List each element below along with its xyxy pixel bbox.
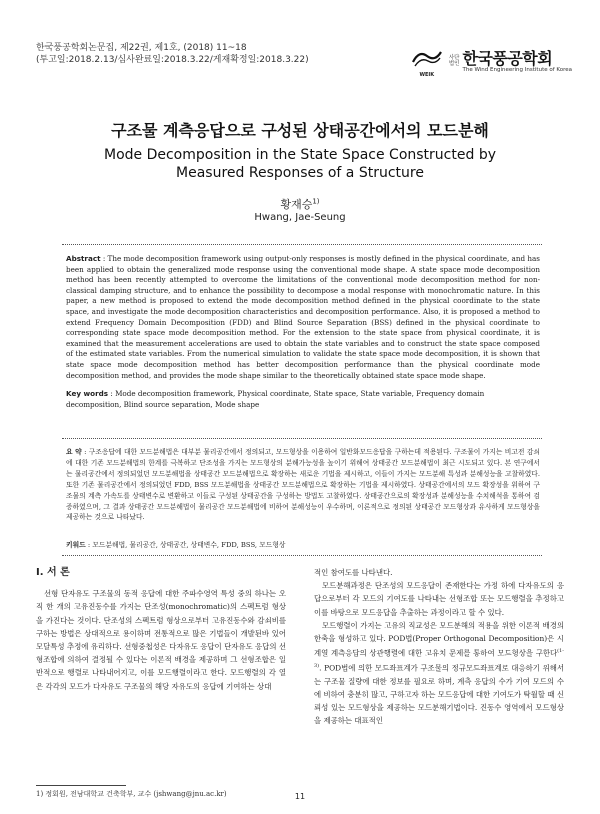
author-korean-name: 황재승	[280, 198, 313, 211]
page-number: 11	[294, 792, 306, 801]
footnote-rule	[36, 785, 126, 786]
korean-summary	[66, 447, 540, 523]
intro-paragraph-3-a: 모드행렬이 가지는 고유의 직교성은 모드분해의 적용을 위한 이론적 배경의 한축을 형성하고 있다. POD법(Proper Orthogonal Decomposition)은 시계열 계측응답의 상관행렬에 대한 고유치 문제를 통하여 모드형상을 구한다	[314, 620, 564, 658]
citation-ref: (1-3)	[314, 648, 564, 669]
intro-paragraph-3	[314, 619, 564, 728]
submission-dates: (투고일:2018.2.13/심사완료일:2018.3.22/게재확정일:2018.3.22)	[36, 55, 309, 65]
abstract-text: : The mode decomposition framework using output-only responses is mostly defined in the physical coordinate, and has been applied to obtain the generalized mode response using the conventional mode shape. A state space mode decomposition method has been recently attempted to overcome the limitations of the conventional mode decomposition method for non-classical damping structure, and to enhance the possibility to decompose a modal response with monochromatic nature. In this paper, a new method is proposed to extend the mode decomposition method defined in the physical coordinate to the state space, and investigate the mode decomposition characteristics and decomposition performance. Also, it is proposed a method to extend Frequency Domain Decomposition (FDD) and Blind Source Separation (BSS) defined in the physical coordinate to corresponding state space mode decomposition method. For the extension to the state space from physical coordinate, it is examined that the measurement accelerations are used to obtain the state variables and to construct the state space composed of the estimated state variables. From the numerical simulation to validate the state space mode decomposition, it is shown that state space mode decomposition method has better decomposition performance than the physical coordinate mode decomposition method, and provides the mode shape similar to the theoretically obtained state space mode shape.	[66, 254, 540, 380]
body-column-left	[36, 566, 286, 693]
keywords-text: : Mode decomposition framework, Physical coordinate, State space, State variable, Frequency domain decomposition, Blind source separation, Mode shape	[66, 389, 485, 409]
logo-mark-text: WEIK	[419, 72, 435, 78]
summary-text: : 구조응답에 대한 모드분해법은 대부분 물리공간에서 정의되고, 모드형상을 이용하여 일반화모드응답을 구하는데 적용된다. 구조물이 가지는 비고전 감쇠에 대한 기존 모드분해법의 한계를 극복하고 단조성을 가지는 모드형상의 분해가능성을 높이기 위해여 상태공간 모드분해법이 최근 시도되고 있다. 본 연구에서는 물리공간에서 정의되었던 모드분해법을 상태공간 모드분해법으로 확장하는 새로운 기법을 제시하고, 이들이 가지는 모드분해 특성과 분해성능을 고찰하였다. 또한 기존 물리공간에서 정의되었던 FDD, BSS 모드분해법을 상태공간 모드분해법으로 확장하는 기법을 제시하였다. 상태공간에서의 모드 확장성을 위하여 구조물의 계측 가속도를 상태변수로 변환하고 이들로 구성된 상태공간을 구성하는 방법도 고찰하였다. 상태공간으로의 확장성과 분해성능을 수치해석을 통하여 검증하였으며, 그 결과 상태공간 모드분해법이 물리공간 모드분해법에 비하여 분해성능이 우수하며, 이론적으로 정의된 상태공간 모드형상과 유사하게 모드형상을 제공하는 것으로 나타났다.	[66, 448, 540, 522]
logo-small-line1: 사단	[448, 55, 460, 61]
intro-paragraph-3-b: . POD법에 의한 모드좌표계가 구조물의 정규모드좌표계로 대응하기 위해서는 구조물 질량에 대한 정보를 필요로 하며, 계측 응답의 수가 기여 모드의 수에 비하여 충분히 많고, 구하고자 하는 모드응답에 대한 기여도가 탁월할 때 신뢰성 있는 모드형상을 제공하는 모드분해기법이다. 진동수 영역에서 모드형상을 제공하는 대표적인	[314, 663, 564, 726]
weik-logo-icon	[409, 48, 445, 78]
intro-paragraph-1: 선형 단자유도 구조물의 동적 응답에 대한 주파수영역 특성 중의 하나는 오직 한 개의 고유진동수를 가지는 단조성(monochromatic)의 스펙트럼 형상을 가진다는 것이다. 단조성의 스펙트럼 형상으로부터 고유진동수와 감쇠비를 구하는 방법은 상대적으로 용이하며 전통적으로 많은 기법들이 개발된바 있어 모달특성 추정에 유리하다. 선형중첩성은 다자유도 응답이 단자유도 응답의 선형조합에 의하여 결정될 수 있다는 이론적 배경을 제공하며 그 선형조합은 일반적으로 행렬로 나타내어지고, 이를 모드행렬이라고 한다. 모드행렬의 각 열은 각각의 모드가 다자유도 구조물의 해당 자유도의 응답에 기여하는 상대	[36, 589, 286, 691]
author-footnote: 1) 정회원, 전남대학교 건축학부, 교수 (jshwang@jnu.ac.kr)	[36, 790, 227, 798]
section-heading-introduction: I. 서 론	[36, 567, 70, 578]
logo-english: The Wind Engineering Institute of Korea	[462, 66, 572, 73]
summary-label: 요 약	[66, 448, 82, 456]
korean-keywords-label: 키워드	[66, 541, 86, 549]
logo-name: 한국풍공학회	[462, 48, 553, 68]
body-column-right	[314, 566, 564, 727]
abstract	[66, 254, 540, 381]
journal-citation: 한국풍공학회논문집, 제22권, 제1호, (2018) 11~18	[36, 43, 247, 53]
logo-corp-label	[449, 55, 460, 67]
korean-keywords-text: : 모드분해법, 물리공간, 상태공간, 상태변수, FDD, BSS, 모드형상	[87, 541, 286, 549]
divider-bottom	[62, 555, 542, 556]
abstract-label: Abstract	[66, 254, 101, 263]
divider-middle	[62, 438, 542, 439]
keywords-label: Key words	[66, 389, 109, 398]
logo-small-line2: 법인	[448, 61, 460, 67]
title-english-line1: Mode Decomposition in the State Space Constructed by	[104, 147, 496, 163]
title-english-line2: Measured Responses of a Structure	[176, 165, 424, 181]
logo-text	[462, 50, 572, 73]
title-english	[0, 146, 600, 182]
intro-paragraph-2: 모드분해과정은 단조성의 모드응답이 존재한다는 가정 하에 다자유도의 응답으로부터 각 모드의 기여도를 나타내는 선형조합 또는 모드행렬을 추정하고 이를 바탕으로 모드응답을 추출하는 과정이라고 할 수 있다.	[314, 581, 564, 617]
author-english: Hwang, Jae-Seung	[254, 212, 346, 223]
journal-info	[36, 42, 309, 66]
keywords	[66, 389, 540, 410]
korean-keywords	[66, 540, 540, 551]
intro-paragraph-1-continued: 적인 참여도를 나타낸다.	[314, 568, 393, 577]
author-korean	[0, 196, 600, 212]
title-korean: 구조물 계측응답으로 구성된 상태공간에서의 모드분해	[111, 121, 489, 140]
author-footnote-mark: 1)	[312, 197, 320, 206]
society-logo	[409, 48, 572, 78]
divider-top	[62, 244, 542, 245]
